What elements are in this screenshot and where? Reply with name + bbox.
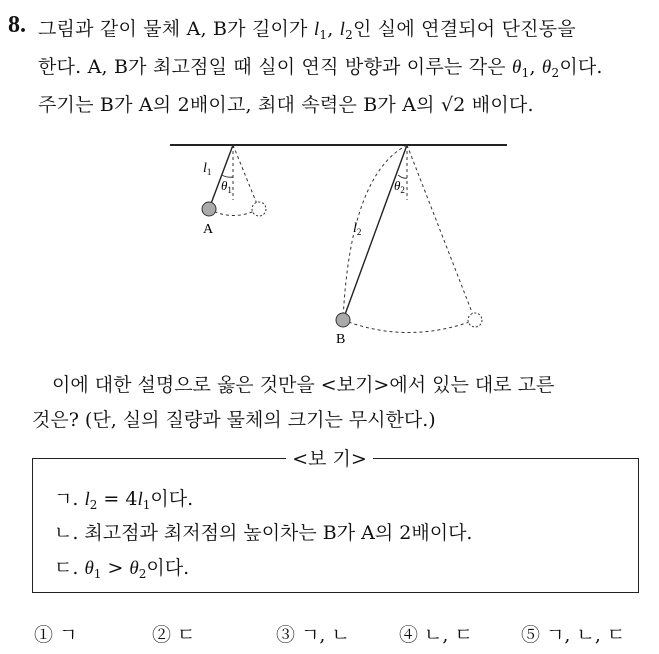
bogi-title: <보 기> bbox=[0, 444, 659, 471]
bob-b bbox=[336, 313, 350, 327]
question-line-3: 주기는 B가 A의 2배이고, 최대 속력은 B가 A의 √2 배이다. bbox=[38, 94, 534, 116]
string-b-ghost bbox=[407, 145, 475, 320]
label-l1: $l_1$ bbox=[203, 161, 212, 177]
answer-choice-1[interactable]: ① ㄱ bbox=[34, 624, 78, 646]
pendulum-b bbox=[336, 145, 482, 347]
answer-choice-2[interactable]: ② ㄷ bbox=[152, 624, 196, 646]
statement-giyeok: ㄱ. $l_2 = 4l_1$이다. bbox=[54, 488, 194, 512]
bob-a bbox=[202, 202, 216, 216]
statement-digeut: ㄷ. $\theta_1 > \theta_2$이다. bbox=[54, 557, 190, 581]
label-b: B bbox=[336, 332, 346, 347]
statement-nieun: ㄴ. 최고점과 최저점의 높이차는 B가 A의 2배이다. bbox=[54, 522, 473, 544]
angle-arc-a bbox=[222, 175, 233, 177]
bob-b-ghost bbox=[468, 313, 482, 327]
label-l2: $l_2$ bbox=[353, 221, 362, 237]
string-a-ghost bbox=[233, 145, 259, 209]
arc-b bbox=[343, 320, 475, 333]
prompt-line-2: 것은? (단, 실의 질량과 물체의 크기는 무시한다.) bbox=[32, 409, 436, 431]
sqrt-two: √2 bbox=[440, 94, 466, 116]
arc-a bbox=[209, 209, 259, 216]
label-theta2: $\theta_2$ bbox=[394, 178, 405, 195]
answer-choice-5[interactable]: ⑤ ㄱ, ㄴ, ㄷ bbox=[521, 624, 626, 646]
prompt-line-1: 이에 대한 설명으로 옳은 것만을 <보기>에서 있는 대로 고른 bbox=[52, 374, 555, 396]
label-a: A bbox=[203, 222, 214, 237]
label-theta1: $\theta_1$ bbox=[221, 178, 232, 195]
question-line-2: 한다. A, B가 최고점일 때 실이 연직 방향과 이루는 각은 $\theta_1$, $\theta_2$이다. bbox=[38, 56, 603, 80]
bob-a-ghost bbox=[252, 202, 266, 216]
question-line-1: 그림과 같이 물체 A, B가 길이가 $l_1$, $l_2$인 실에 연결되어 단진동을 bbox=[38, 18, 576, 42]
answer-choice-3[interactable]: ③ ㄱ, ㄴ bbox=[276, 624, 350, 646]
pendulum-a bbox=[202, 145, 266, 237]
answer-choice-4[interactable]: ④ ㄴ, ㄷ bbox=[399, 624, 473, 646]
question-number: 8. bbox=[8, 12, 26, 38]
